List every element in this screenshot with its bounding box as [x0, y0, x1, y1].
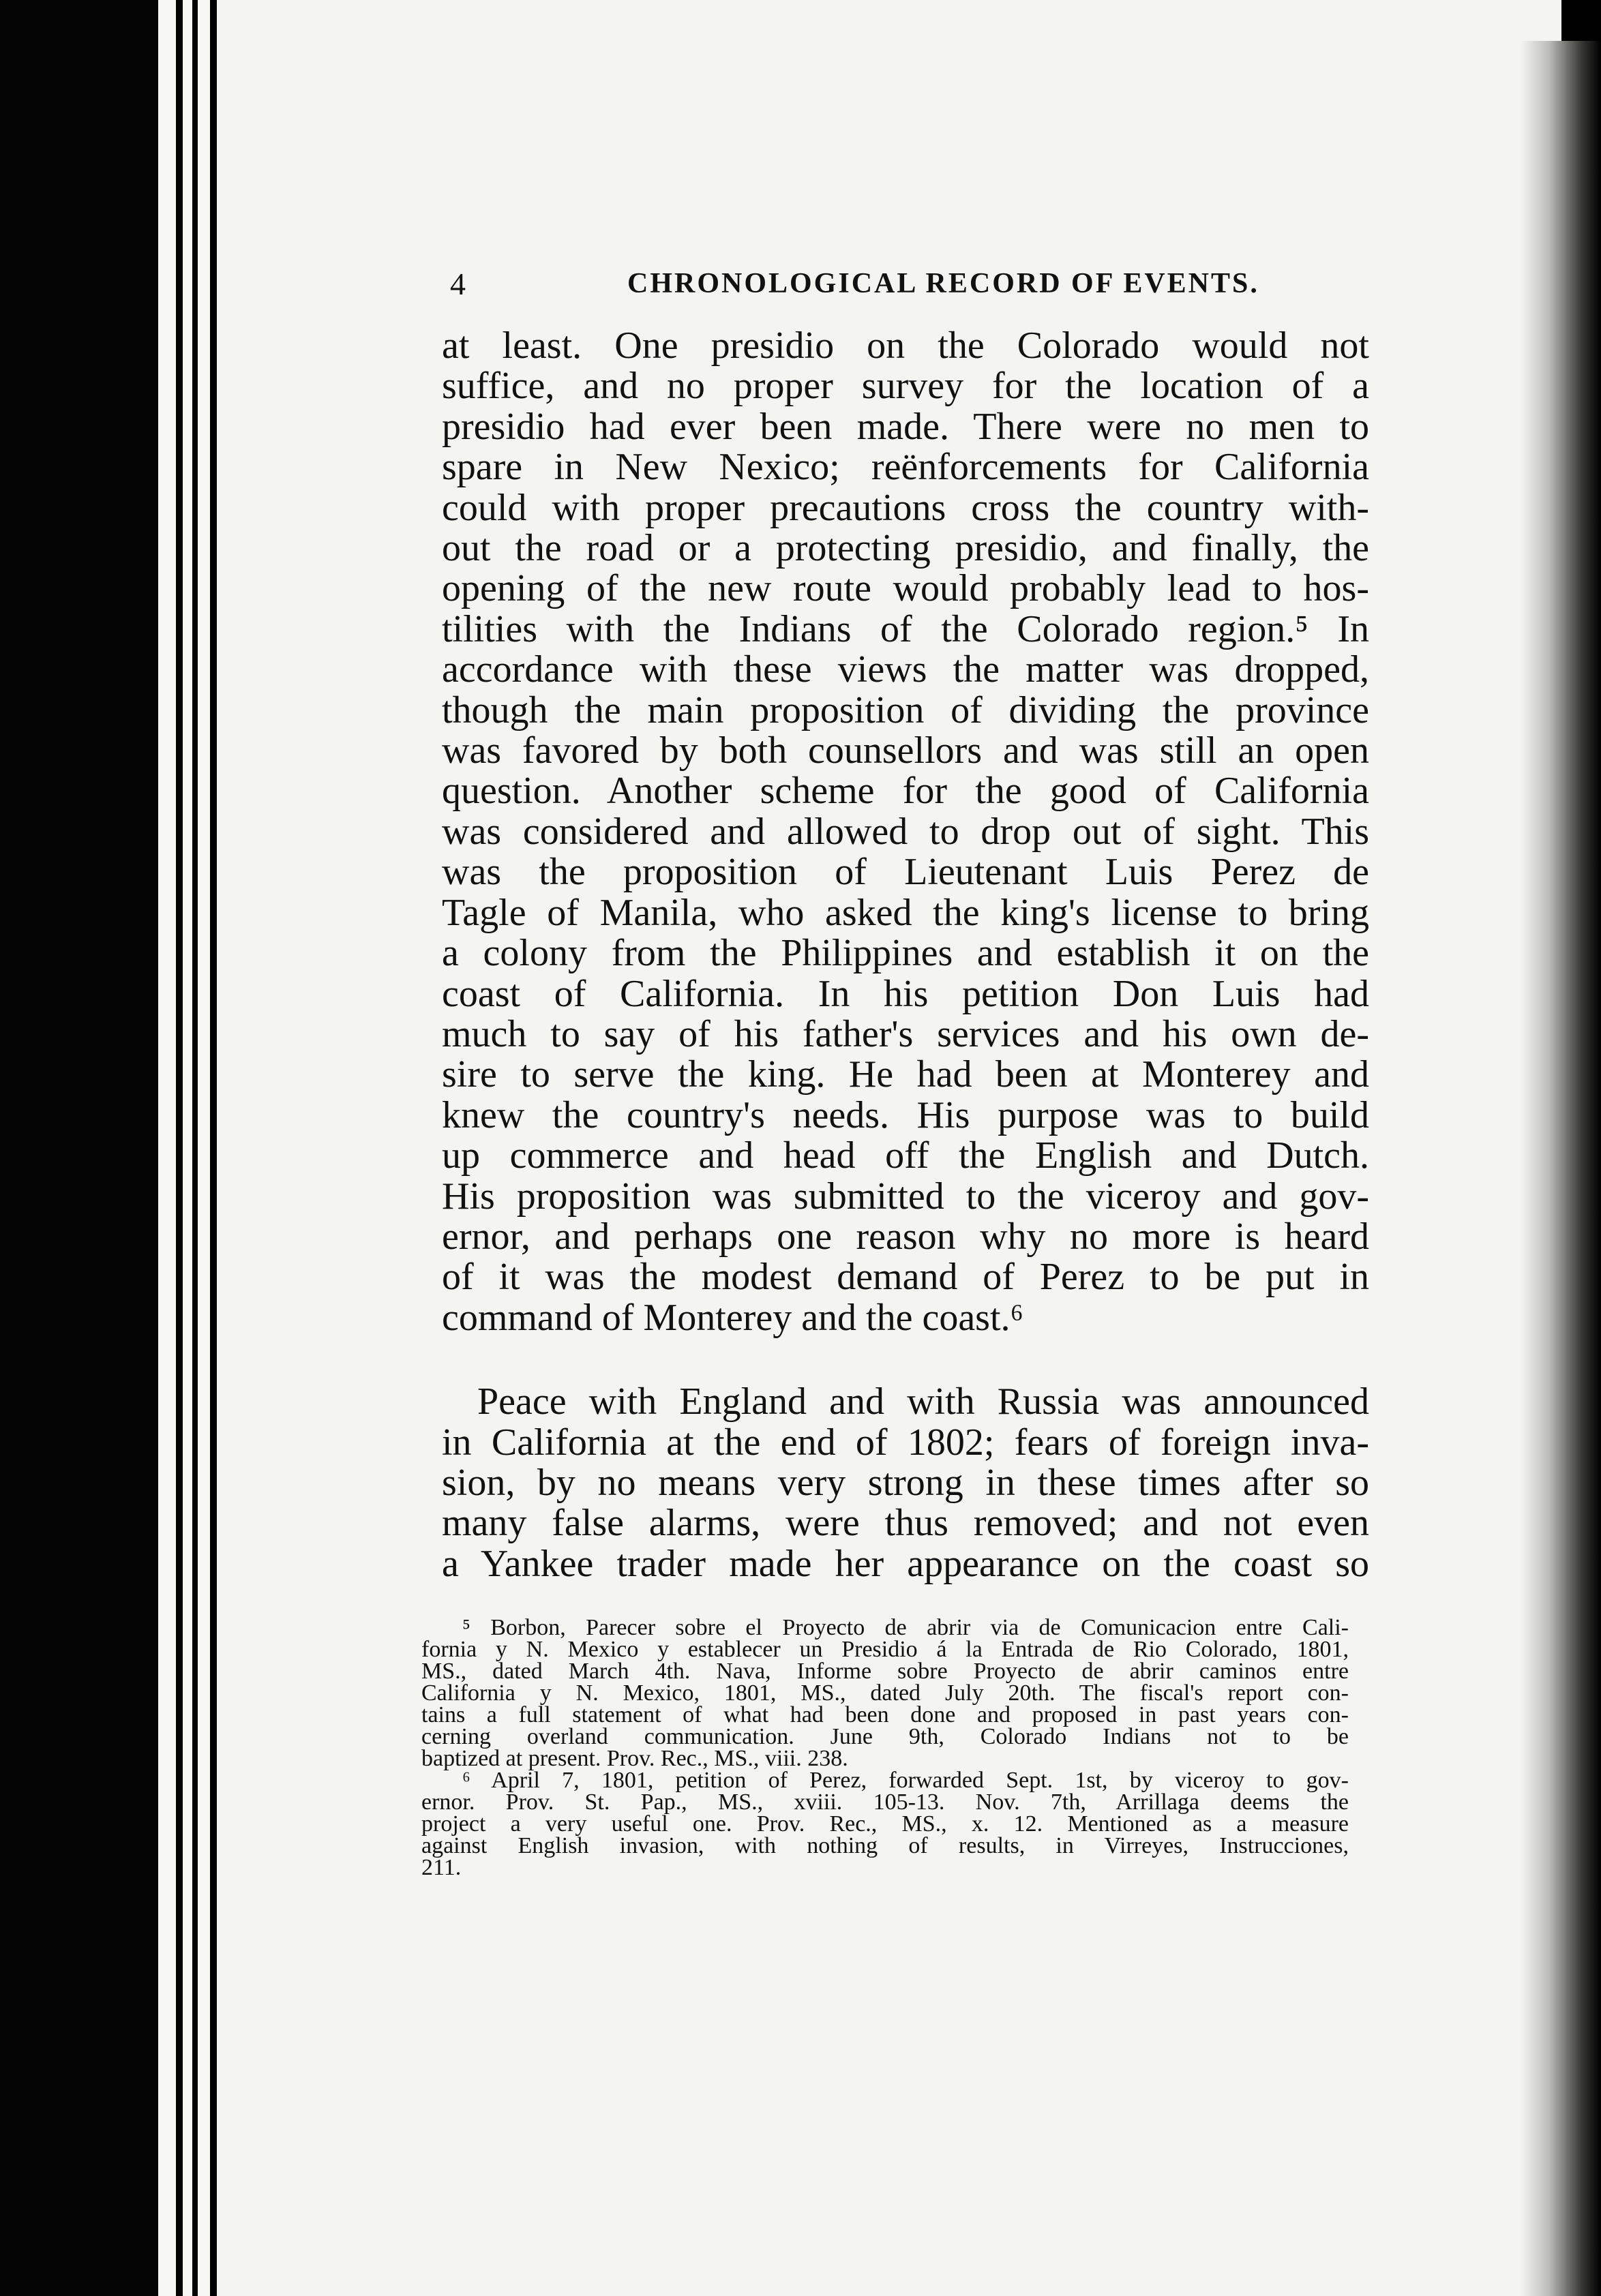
footnote-line: MS., dated March 4th. Nava, Informe sobre Proyecto de abrir caminos entre [421, 1659, 1349, 1684]
book-left-edge [0, 0, 205, 2296]
text-line: Tagle of Manila, who asked the king's license to bring [442, 891, 1369, 934]
body-text [442, 326, 1369, 1584]
text-line: presidio had ever been made. There were no men to [442, 405, 1369, 448]
paragraph-1 [442, 326, 1369, 1338]
text-line: could with proper precautions cross the country with- [442, 486, 1369, 529]
text-line: a Yankee trader made her appearance on the coast so [442, 1542, 1369, 1585]
footnote-line: project a very useful one. Prov. Rec., MS., x. 12. Mentioned as a measure [421, 1811, 1349, 1837]
text-line: much to say of his father's services and his own de- [442, 1012, 1369, 1055]
footnote-line: baptized at present. Prov. Rec., MS., viii. 238. [421, 1746, 848, 1771]
text-line: opening of the new route would probably lead to hos- [442, 567, 1369, 610]
text-line: question. Another scheme for the good of California [442, 770, 1369, 813]
running-head: CHRONOLOGICAL RECORD OF EVENTS. [627, 268, 1259, 299]
text-line: sire to serve the king. He had been at Monterey and [442, 1053, 1369, 1096]
text-line: a colony from the Philippines and establish it on the [442, 932, 1369, 975]
text-line: Peace with England and with Russia was announced [477, 1380, 1369, 1423]
page-right-shadow [1521, 41, 1601, 2296]
text-line: His proposition was submitted to the viceroy and gov- [442, 1175, 1369, 1218]
footnote-line: ⁵ Borbon, Parecer sobre el Proyecto de abrir via de Comunicacion entre Cali- [462, 1615, 1349, 1640]
footnote-line: ⁶ April 7, 1801, petition of Perez, forwarded Sept. 1st, by viceroy to gov- [462, 1768, 1349, 1793]
text-line: suffice, and no proper survey for the location of a [442, 365, 1369, 408]
text-line: coast of California. In his petition Don Luis had [442, 972, 1369, 1015]
text-line: of it was the modest demand of Perez to be put in [442, 1256, 1369, 1299]
footnote-line: cerning overland communication. June 9th, Colorado Indians not to be [421, 1724, 1349, 1749]
footnote-6 [421, 1770, 1349, 1879]
text-line: was the proposition of Lieutenant Luis Perez de [442, 851, 1369, 894]
text-line: tilities with the Indians of the Colorado region.⁵ In [442, 607, 1369, 650]
text-line: at least. One presidio on the Colorado would not [442, 324, 1369, 367]
text-line: out the road or a protecting presidio, and finally, the [442, 527, 1369, 570]
text-line: command of Monterey and the coast.⁶ [442, 1296, 1024, 1339]
text-line: was considered and allowed to drop out of sight. This [442, 810, 1369, 853]
text-line: sion, by no means very strong in these times after so [442, 1461, 1369, 1504]
text-line: spare in New Nexico; reënforcements for California [442, 446, 1369, 489]
footnote-line: ernor. Prov. St. Pap., MS., xviii. 105-13. Nov. 7th, Arrillaga deems the [421, 1789, 1349, 1815]
text-line: though the main proposition of dividing the province [442, 689, 1369, 731]
text-line: many false alarms, were thus removed; and not even [442, 1502, 1369, 1545]
footnote-line: fornia y N. Mexico y establecer un Presidio á la Entrada de Rio Colorado, 1801, [421, 1637, 1349, 1662]
text-line: ernor, and perhaps one reason why no more is heard [442, 1215, 1369, 1258]
paragraph-2 [442, 1382, 1369, 1584]
text-line: in California at the end of 1802; fears of foreign inva- [442, 1421, 1369, 1464]
text-line: accordance with these views the matter was dropped, [442, 648, 1369, 691]
text-line: up commerce and head off the English and Dutch. [442, 1134, 1369, 1177]
page-header [450, 266, 1486, 320]
footnote-line: 211. [421, 1855, 462, 1880]
footnotes [421, 1617, 1349, 1879]
footnote-line: California y N. Mexico, 1801, MS., dated July 20th. The fiscal's report con- [421, 1680, 1349, 1706]
footnote-5 [421, 1617, 1349, 1770]
text-line: knew the country's needs. His purpose was to build [442, 1093, 1369, 1136]
footnote-line: against English invasion, with nothing of results, in Virreyes, Instrucciones, [421, 1833, 1349, 1858]
text-line: was favored by both counsellors and was still an open [442, 729, 1369, 772]
page-number: 4 [450, 267, 468, 301]
footnote-line: tains a full statement of what had been done and proposed in past years con- [421, 1702, 1349, 1727]
